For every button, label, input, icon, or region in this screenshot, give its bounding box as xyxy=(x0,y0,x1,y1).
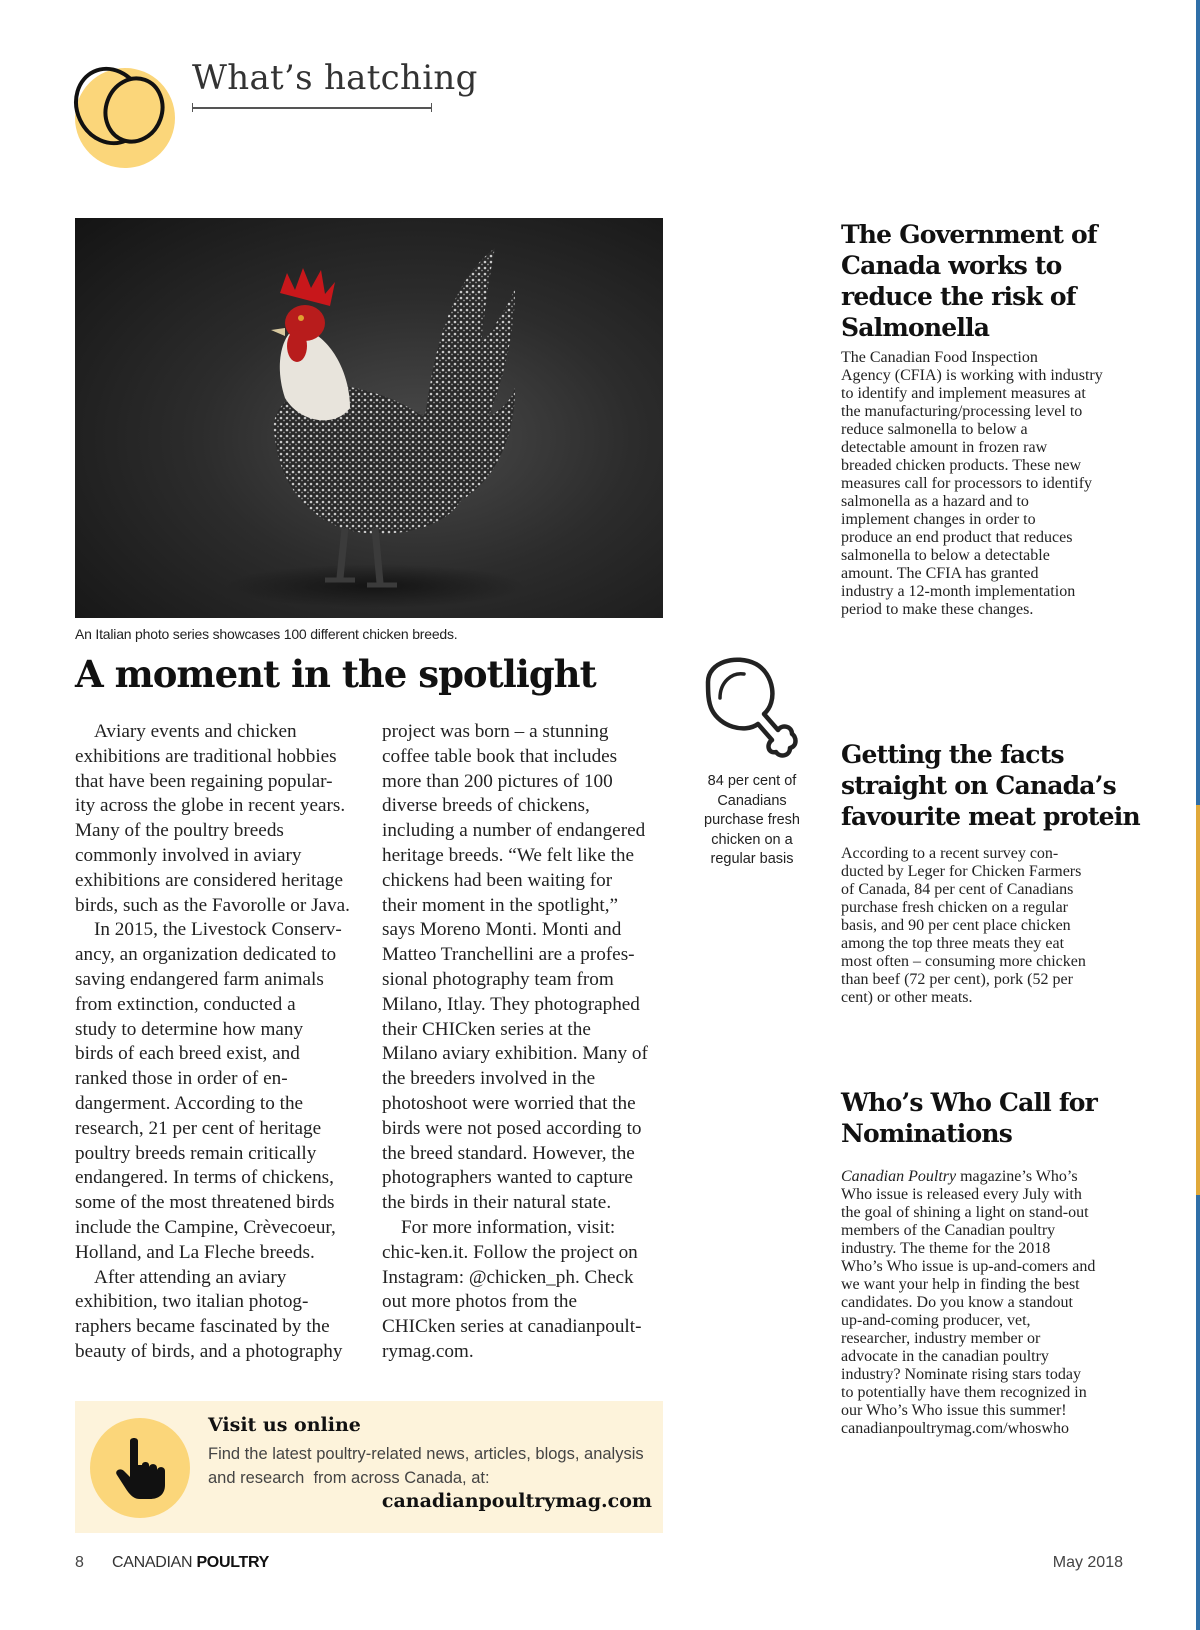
heading-line: favourite meat protein xyxy=(841,802,1140,831)
body-line: According to a recent survey con- xyxy=(841,845,1059,862)
article-line: For more information, visit: xyxy=(401,1216,616,1238)
visit-url-link[interactable]: canadianpoultrymag.com xyxy=(381,1490,652,1512)
body-line: produce an end product that reduces xyxy=(841,529,1073,546)
article-line: the breed standard. However, the xyxy=(382,1142,635,1164)
eggs-icon xyxy=(72,60,172,150)
heading-line: Canada works to xyxy=(841,251,1062,280)
body-line: breaded chicken products. These new xyxy=(841,457,1082,474)
section-title-rule xyxy=(192,107,432,109)
photo-caption: An Italian photo series showcases 100 different chicken breeds. xyxy=(75,626,458,642)
body-line: advocate in the canadian poultry xyxy=(841,1348,1049,1365)
body-line: cent) or other meats. xyxy=(841,989,973,1006)
article-line: their CHICken series at the xyxy=(382,1018,591,1040)
stat-line: chicken on a xyxy=(711,831,793,848)
stat-callout xyxy=(695,772,809,870)
visit-description xyxy=(208,1442,648,1490)
stat-line: purchase fresh xyxy=(704,812,800,828)
article-line: beauty of birds, and a photography xyxy=(75,1340,343,1362)
section-title: What’s hatching xyxy=(192,58,478,98)
page-number: 8 xyxy=(75,1554,84,1571)
body-line: measures call for processors to identify xyxy=(841,475,1093,492)
body-line: reduce salmonella to below a xyxy=(841,421,1028,438)
heading-line: straight on Canada’s xyxy=(841,771,1116,800)
article-line: In 2015, the Livestock Conserv- xyxy=(94,919,342,941)
article-line: exhibition, two italian photog- xyxy=(75,1291,309,1313)
article-line: Many of the poultry breeds xyxy=(75,820,284,842)
heading-line: Salmonella xyxy=(841,313,990,342)
body-line: salmonella to below a detectable xyxy=(841,547,1050,564)
rooster-illustration xyxy=(75,218,663,618)
sidebar-body-government xyxy=(841,349,1141,619)
article-line: project was born – a stunning xyxy=(382,721,609,742)
heading-line: The Government of xyxy=(841,220,1097,249)
visit-line: and research from across Canada, at: xyxy=(208,1469,490,1487)
article-line: research, 21 per cent of heritage xyxy=(75,1117,322,1139)
sidebar-body-whos-who xyxy=(841,1168,1141,1438)
article-line: their moment in the spotlight,” xyxy=(382,894,619,916)
body-line: than beef (72 per cent), pork (52 per xyxy=(841,971,1073,988)
body-line: detectable amount in frozen raw xyxy=(841,439,1048,456)
sidebar-body-facts xyxy=(841,845,1141,1007)
sidebar-heading-facts xyxy=(841,739,1141,832)
article-line: Matteo Tranchellini are a profes- xyxy=(382,944,635,966)
article-line: the birds in their natural state. xyxy=(382,1192,612,1214)
article-column-1 xyxy=(75,720,360,1365)
body-line: industry a 12-month implementation xyxy=(841,583,1076,600)
heading-line: Getting the facts xyxy=(841,740,1064,769)
whos-who-link[interactable]: canadianpoultrymag.com/whoswho xyxy=(841,1420,1069,1437)
article-line: ity across the globe in recent years. xyxy=(75,795,346,817)
body-line: we want your help in finding the best xyxy=(841,1276,1080,1293)
stat-line: 84 per cent of xyxy=(707,773,797,789)
body-line: The Canadian Food Inspection xyxy=(841,349,1038,366)
article-line: the breeders involved in the xyxy=(382,1068,596,1090)
article-line: heritage breeds. “We felt like the xyxy=(382,844,635,866)
article-line: birds, such as the Favorolle or Java. xyxy=(75,894,350,916)
stat-line: regular basis xyxy=(710,851,794,867)
body-line: salmonella as a hazard and to xyxy=(841,493,1029,510)
body-line: candidates. Do you know a standout xyxy=(841,1294,1073,1311)
body-line-rest: magazine’s Who’s xyxy=(956,1168,1078,1185)
body-line: purchase fresh chicken on a regular xyxy=(841,899,1068,916)
article-line: Milano, Itlay. They photographed xyxy=(382,993,640,1015)
body-line: members of the Canadian poultry xyxy=(841,1222,1056,1239)
article-line: out more photos from the xyxy=(382,1291,578,1313)
article-line: says Moreno Monti. Monti and xyxy=(382,919,622,941)
article-line: study to determine how many xyxy=(75,1018,304,1040)
issue-date: May 2018 xyxy=(1052,1554,1123,1571)
body-line: among the top three meats they eat xyxy=(841,935,1065,952)
article-line: rymag.com. xyxy=(382,1340,474,1362)
article-line: Aviary events and chicken xyxy=(94,721,297,742)
article-line: chic-ken.it. Follow the project on xyxy=(382,1241,638,1263)
article-line: Holland, and La Fleche breeds. xyxy=(75,1241,315,1263)
body-line: basis, and 90 per cent place chicken xyxy=(841,917,1071,934)
stat-line: Canadians xyxy=(717,792,787,809)
article-line: raphers became fascinated by the xyxy=(75,1316,330,1338)
body-line xyxy=(841,1168,1141,1186)
body-line: amount. The CFIA has granted xyxy=(841,565,1039,582)
article-line: commonly involved in aviary xyxy=(75,844,302,866)
body-line: to identify and implement measures at xyxy=(841,385,1086,402)
article-line: endangered. In terms of chickens, xyxy=(75,1167,334,1189)
article-line: birds of each breed exist, and xyxy=(75,1043,300,1065)
article-line: from extinction, conducted a xyxy=(75,993,296,1015)
article-line: exhibitions are considered heritage xyxy=(75,869,343,891)
article-line: photographers wanted to capture xyxy=(382,1167,633,1189)
sidebar-heading-whos-who xyxy=(841,1087,1141,1149)
magazine-name-light: CANADIAN xyxy=(112,1554,197,1571)
magazine-name-bold: POULTRY xyxy=(196,1554,270,1571)
body-line: the goal of shining a light on stand-out xyxy=(841,1204,1089,1221)
body-line: of Canada, 84 per cent of Canadians xyxy=(841,881,1074,898)
body-line: our Who’s Who issue this summer! xyxy=(841,1402,1067,1419)
article-line: dangerment. According to the xyxy=(75,1092,304,1114)
body-line: implement changes in order to xyxy=(841,511,1036,528)
article-line: include the Campine, Crèvecoeur, xyxy=(75,1216,336,1238)
article-line: exhibitions are traditional hobbies xyxy=(75,745,337,767)
article-line: poultry breeds remain critically xyxy=(75,1142,317,1164)
article-line: coffee table book that includes xyxy=(382,745,618,767)
article-line: Milano aviary exhibition. Many of xyxy=(382,1043,648,1065)
article-line: diverse breeds of chickens, xyxy=(382,795,590,817)
article-line: CHICken series at canadianpoult- xyxy=(382,1316,642,1338)
article-line: some of the most threatened birds xyxy=(75,1192,335,1214)
article-line: ranked those in order of en- xyxy=(75,1068,288,1090)
pointing-hand-icon xyxy=(112,1437,172,1501)
magazine-name-italic: Canadian Poultry xyxy=(841,1168,957,1185)
body-line: the manufacturing/processing level to xyxy=(841,403,1083,420)
article-line: Instagram: @chicken_ph. Check xyxy=(382,1266,634,1288)
body-line: Agency (CFIA) is working with industry xyxy=(841,367,1103,384)
body-line: period to make these changes. xyxy=(841,601,1034,618)
heading-line: Nominations xyxy=(841,1119,1013,1148)
article-line: including a number of endangered xyxy=(382,820,646,842)
body-line: to potentially have them recognized in xyxy=(841,1384,1087,1401)
heading-line: Who’s Who Call for xyxy=(841,1088,1098,1117)
visit-line: Find the latest poultry-related news, articles, blogs, analysis xyxy=(208,1445,644,1463)
article-line: After attending an aviary xyxy=(94,1266,287,1288)
heading-line: reduce the risk of xyxy=(841,282,1076,311)
article-line: sional photography team from xyxy=(382,968,614,990)
sidebar-heading-government xyxy=(841,219,1141,343)
body-line: up-and-coming producer, vet, xyxy=(841,1312,1031,1329)
body-line: ducted by Leger for Chicken Farmers xyxy=(841,863,1082,880)
body-line: most often – consuming more chicken xyxy=(841,953,1086,970)
article-line: birds were not posed according to xyxy=(382,1117,642,1139)
article-line: ancy, an organization dedicated to xyxy=(75,944,337,966)
article-column-2 xyxy=(382,720,667,1365)
body-line: Who issue is released every July with xyxy=(841,1186,1082,1203)
page-edge-strip-accent xyxy=(1196,805,1200,1195)
article-line: more than 200 pictures of 100 xyxy=(382,770,613,792)
body-line: researcher, industry member or xyxy=(841,1330,1041,1347)
article-line: saving endangered farm animals xyxy=(75,968,324,990)
body-line: industry. The theme for the 2018 xyxy=(841,1240,1051,1257)
drumstick-icon xyxy=(696,652,808,764)
magazine-name xyxy=(112,1554,269,1572)
article-headline: A moment in the spotlight xyxy=(75,652,596,696)
article-line: that have been regaining popular- xyxy=(75,770,333,792)
visit-title: Visit us online xyxy=(208,1414,361,1436)
article-line: chickens had been waiting for xyxy=(382,869,613,891)
body-line: industry? Nominate rising stars today xyxy=(841,1366,1081,1383)
body-line: Who’s Who issue is up-and-comers and xyxy=(841,1258,1096,1275)
rooster-photo xyxy=(75,218,663,618)
article-line: photoshoot were worried that the xyxy=(382,1092,636,1114)
